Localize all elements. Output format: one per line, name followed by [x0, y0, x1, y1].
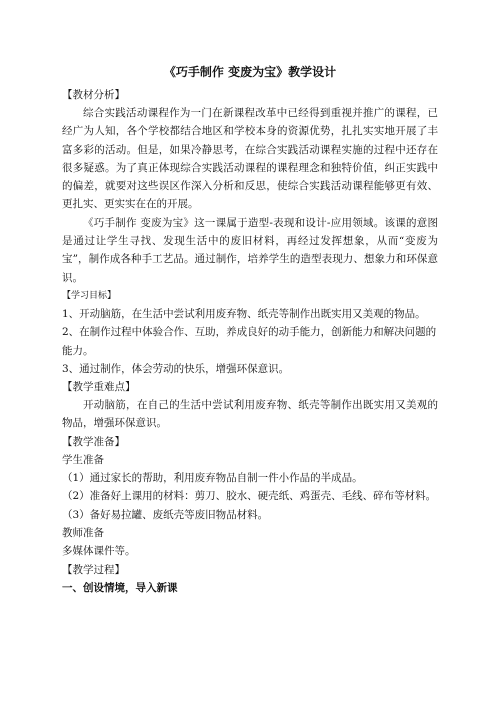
document-page: [62, 62, 438, 597]
student-prep-label: 学生准备: [62, 453, 104, 466]
student-prep-item-3: （3）备好易拉罐、废纸壳等废旧物品材料。: [62, 508, 269, 521]
student-prep-item-2: （2）准备好上课用的材料：剪刀、胶水、硬壳纸、鸡蛋壳、毛线、碎布等材料。: [62, 490, 437, 503]
goal-item-1: 1、开动脑筋，在生活中尝试利用废弃物、纸壳等制作出既实用又美观的物品。: [62, 307, 426, 320]
teacher-prep-text: 多媒体课件等。: [62, 545, 136, 558]
section-heading-preparation: 【教学准备】: [62, 435, 125, 448]
process-step-1: 一、创设情境，导入新课: [62, 581, 178, 594]
section-heading-process: 【教学过程】: [62, 563, 125, 576]
goal-item-2: 2、在制作过程中体验合作、互助，养成良好的动手能力，创新能力和解决问题的能力。: [62, 326, 437, 357]
student-prep-item-1: （1）通过家长的帮助，利用废弃物品自制一件小作品的半成品。: [62, 472, 363, 485]
goal-item-3: 3、通过制作，体会劳动的快乐，增强环保意识。: [62, 362, 290, 375]
analysis-paragraph-2: 《巧手制作 变废为宝》这一课属于造型-表现和设计-应用领域。该课的意图是通过让学生寻找、发现生活中的废旧材料，再经过发挥想象，从而“变废为宝”，制作成各种手工艺品。通过制作，培养学生的造型表现力、想象力和环保意识。: [62, 216, 438, 284]
key-points-text: 开动脑筋，在自己的生活中尝试利用废弃物、纸壳等制作出既实用又美观的物品，增强环保意识。: [62, 399, 438, 430]
section-heading-key-points: 【教学重难点】: [62, 381, 136, 394]
section-heading-analysis: 【教材分析】: [62, 89, 125, 101]
page-title: 《巧手制作 变废为宝》教学设计: [163, 65, 337, 79]
analysis-paragraph-1: 综合实践活动课程作为一门在新课程改革中已经得到重视并推广的课程，已经广为人知，各个学校都结合地区和学校本身的资源优势，扎扎实实地开展了丰富多彩的活动。但是，如果冷静思考，在综合实践活动课程实施的过程中还存在很多疑惑。为了真正体现综合实践活动课程的课程理念和独特价值，纠正实践中的偏差，就要对这些误区作深入分析和反思，使综合实践活动课程能够更有效、更扎实、更实实在在的开展。: [62, 107, 438, 211]
section-heading-goals: 【学习目标】: [62, 290, 117, 301]
teacher-prep-label: 教师准备: [62, 526, 104, 539]
